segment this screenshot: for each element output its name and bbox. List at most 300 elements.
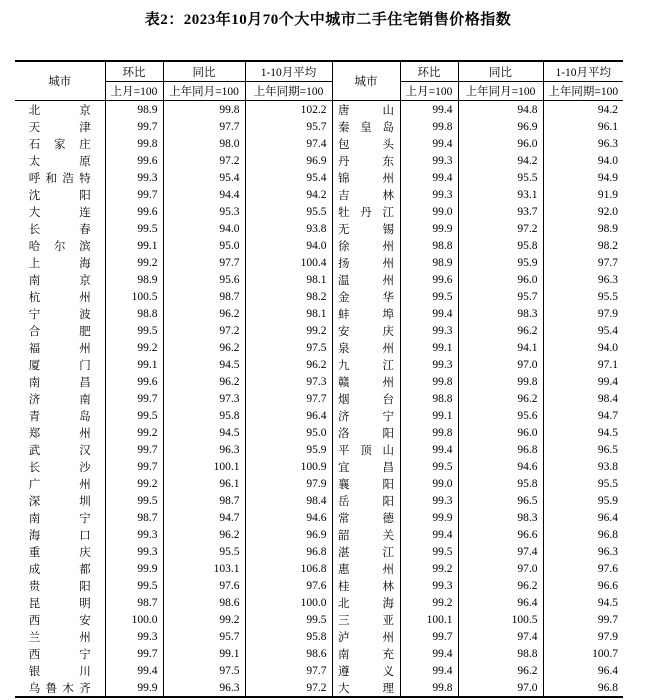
city-cell	[15, 492, 105, 509]
value-cell: 97.0	[458, 560, 543, 577]
city-name: 三亚	[338, 614, 394, 627]
table-header	[15, 61, 623, 101]
table-row	[15, 288, 623, 305]
value-cell: 100.9	[245, 458, 332, 475]
city-cell	[332, 118, 400, 135]
city-cell	[332, 135, 400, 152]
city-cell	[332, 611, 400, 628]
value-cell: 99.5	[105, 577, 163, 594]
value-cell: 99.4	[400, 441, 458, 458]
city-cell	[332, 577, 400, 594]
table-row	[15, 424, 623, 441]
city-name: 安庆	[338, 325, 394, 338]
value-cell: 94.2	[458, 152, 543, 169]
value-cell: 100.0	[105, 611, 163, 628]
city-name: 上海	[28, 257, 91, 270]
value-cell: 96.2	[163, 339, 245, 356]
value-cell: 102.2	[245, 101, 332, 119]
city-name: 北海	[338, 597, 394, 610]
city-cell	[332, 628, 400, 645]
value-cell: 95.8	[458, 237, 543, 254]
city-name: 乌鲁木齐	[28, 682, 91, 695]
city-cell	[15, 203, 105, 220]
city-name: 呼和浩特	[28, 172, 91, 185]
table-row	[15, 492, 623, 509]
city-name: 南京	[28, 274, 91, 287]
value-cell: 96.3	[543, 543, 623, 560]
city-cell	[332, 237, 400, 254]
value-cell: 96.5	[458, 492, 543, 509]
city-name: 海口	[28, 529, 91, 542]
value-cell: 96.4	[543, 509, 623, 526]
value-cell: 98.2	[245, 288, 332, 305]
city-name: 青岛	[28, 410, 91, 423]
city-cell	[15, 679, 105, 697]
value-cell: 94.9	[543, 169, 623, 186]
city-name: 锦州	[338, 172, 394, 185]
value-cell: 96.0	[458, 135, 543, 152]
header-yoy-base-left: 上年同月=100	[163, 82, 245, 101]
table-row	[15, 237, 623, 254]
city-cell	[15, 339, 105, 356]
value-cell: 94.5	[543, 424, 623, 441]
city-cell	[332, 305, 400, 322]
city-name: 大连	[28, 206, 91, 219]
price-index-table	[15, 60, 623, 698]
header-city-left: 城市	[15, 61, 105, 101]
value-cell: 94.5	[163, 424, 245, 441]
value-cell: 99.4	[400, 305, 458, 322]
city-name: 武汉	[28, 444, 91, 457]
header-avg-base-left: 上年同期=100	[245, 82, 332, 101]
value-cell: 96.3	[163, 679, 245, 697]
value-cell: 100.0	[245, 594, 332, 611]
value-cell: 94.0	[245, 237, 332, 254]
city-name: 泸州	[338, 631, 394, 644]
value-cell: 93.8	[245, 220, 332, 237]
value-cell: 100.5	[105, 288, 163, 305]
city-cell	[15, 407, 105, 424]
city-cell	[15, 390, 105, 407]
value-cell: 98.9	[105, 101, 163, 119]
value-cell: 99.2	[105, 424, 163, 441]
value-cell: 95.8	[245, 628, 332, 645]
value-cell: 94.7	[163, 509, 245, 526]
city-name: 九江	[338, 359, 394, 372]
city-name: 遵义	[338, 665, 394, 678]
header-yoy-right: 同比	[458, 61, 543, 82]
value-cell: 97.5	[163, 662, 245, 679]
table-row	[15, 169, 623, 186]
value-cell: 98.7	[105, 594, 163, 611]
city-cell	[15, 237, 105, 254]
table-body	[15, 101, 623, 698]
city-cell	[332, 339, 400, 356]
value-cell: 99.6	[400, 271, 458, 288]
value-cell: 95.4	[543, 322, 623, 339]
city-cell	[15, 373, 105, 390]
city-cell	[332, 220, 400, 237]
value-cell: 99.3	[400, 322, 458, 339]
value-cell: 99.3	[400, 577, 458, 594]
city-cell	[332, 356, 400, 373]
value-cell: 95.5	[543, 475, 623, 492]
value-cell: 99.4	[400, 169, 458, 186]
value-cell: 96.8	[543, 679, 623, 697]
value-cell: 99.7	[105, 186, 163, 203]
city-name: 韶关	[338, 529, 394, 542]
value-cell: 97.2	[163, 152, 245, 169]
value-cell: 99.2	[105, 254, 163, 271]
value-cell: 99.1	[400, 407, 458, 424]
value-cell: 98.6	[163, 594, 245, 611]
value-cell: 99.7	[105, 390, 163, 407]
value-cell: 94.7	[543, 407, 623, 424]
city-name: 宁波	[28, 308, 91, 321]
city-cell	[15, 135, 105, 152]
city-cell	[15, 118, 105, 135]
city-name: 金华	[338, 291, 394, 304]
city-cell	[332, 560, 400, 577]
city-name: 岳阳	[338, 495, 394, 508]
city-cell	[332, 543, 400, 560]
table-row	[15, 543, 623, 560]
table-row	[15, 339, 623, 356]
city-cell	[332, 526, 400, 543]
value-cell: 97.7	[245, 662, 332, 679]
city-name: 丹东	[338, 155, 394, 168]
city-cell	[15, 305, 105, 322]
header-avg-right: 1-10月平均	[543, 61, 623, 82]
city-name: 济宁	[338, 410, 394, 423]
value-cell: 97.9	[543, 305, 623, 322]
value-cell: 99.5	[105, 220, 163, 237]
value-cell: 97.7	[163, 254, 245, 271]
value-cell: 97.0	[458, 679, 543, 697]
city-cell	[332, 390, 400, 407]
city-cell	[332, 373, 400, 390]
city-name: 银川	[28, 665, 91, 678]
value-cell: 96.8	[543, 526, 623, 543]
value-cell: 96.4	[458, 594, 543, 611]
value-cell: 95.7	[458, 288, 543, 305]
city-cell	[332, 169, 400, 186]
city-cell	[332, 101, 400, 119]
value-cell: 94.1	[458, 339, 543, 356]
city-name: 西安	[28, 614, 91, 627]
city-name: 昆明	[28, 597, 91, 610]
value-cell: 99.3	[105, 628, 163, 645]
city-name: 徐州	[338, 240, 394, 253]
city-name: 牡丹江	[338, 206, 394, 219]
table-row	[15, 679, 623, 697]
city-name: 秦皇岛	[338, 121, 394, 134]
table-row	[15, 458, 623, 475]
city-name: 平顶山	[338, 444, 394, 457]
city-cell	[15, 458, 105, 475]
value-cell: 99.2	[163, 611, 245, 628]
city-name: 石家庄	[28, 138, 91, 151]
city-cell	[332, 662, 400, 679]
city-name: 蚌埠	[338, 308, 394, 321]
value-cell: 99.3	[105, 543, 163, 560]
city-cell	[15, 509, 105, 526]
city-cell	[332, 271, 400, 288]
table-row	[15, 526, 623, 543]
value-cell: 99.8	[458, 373, 543, 390]
value-cell: 98.9	[105, 271, 163, 288]
value-cell: 98.8	[400, 237, 458, 254]
value-cell: 95.6	[458, 407, 543, 424]
table-row	[15, 577, 623, 594]
city-name: 成都	[28, 563, 91, 576]
value-cell: 106.8	[245, 560, 332, 577]
city-cell	[15, 526, 105, 543]
table-row	[15, 645, 623, 662]
city-name: 赣州	[338, 376, 394, 389]
city-name: 长沙	[28, 461, 91, 474]
city-cell	[15, 186, 105, 203]
value-cell: 93.8	[543, 458, 623, 475]
value-cell: 95.9	[543, 492, 623, 509]
table-row	[15, 322, 623, 339]
value-cell: 97.6	[245, 577, 332, 594]
city-cell	[15, 169, 105, 186]
value-cell: 98.8	[458, 645, 543, 662]
value-cell: 100.1	[163, 458, 245, 475]
value-cell: 96.3	[543, 135, 623, 152]
value-cell: 99.6	[105, 203, 163, 220]
value-cell: 98.2	[543, 237, 623, 254]
city-name: 福州	[28, 342, 91, 355]
city-name: 温州	[338, 274, 394, 287]
value-cell: 99.3	[105, 526, 163, 543]
table-row	[15, 407, 623, 424]
value-cell: 95.8	[458, 475, 543, 492]
city-cell	[15, 441, 105, 458]
header-mom-base-right: 上月=100	[400, 82, 458, 101]
table-row	[15, 373, 623, 390]
value-cell: 95.9	[245, 441, 332, 458]
value-cell: 94.8	[458, 101, 543, 119]
table-row	[15, 305, 623, 322]
value-cell: 99.2	[105, 339, 163, 356]
value-cell: 96.2	[458, 577, 543, 594]
table-row	[15, 662, 623, 679]
city-cell	[15, 322, 105, 339]
value-cell: 95.5	[245, 203, 332, 220]
value-cell: 99.4	[400, 662, 458, 679]
table-row	[15, 509, 623, 526]
value-cell: 97.3	[245, 373, 332, 390]
value-cell: 98.8	[400, 390, 458, 407]
value-cell: 99.7	[105, 441, 163, 458]
value-cell: 99.2	[245, 322, 332, 339]
value-cell: 95.5	[163, 543, 245, 560]
value-cell: 103.1	[163, 560, 245, 577]
city-cell	[332, 492, 400, 509]
city-cell	[332, 475, 400, 492]
city-name: 湛江	[338, 546, 394, 559]
header-avg-base-right: 上年同期=100	[543, 82, 623, 101]
city-name: 襄阳	[338, 478, 394, 491]
table-row	[15, 118, 623, 135]
city-name: 包头	[338, 138, 394, 151]
value-cell: 97.3	[163, 390, 245, 407]
value-cell: 98.1	[245, 305, 332, 322]
city-cell	[15, 543, 105, 560]
city-cell	[332, 152, 400, 169]
value-cell: 98.7	[163, 288, 245, 305]
value-cell: 96.0	[458, 424, 543, 441]
city-cell	[15, 475, 105, 492]
city-name: 南昌	[28, 376, 91, 389]
header-mom-right: 环比	[400, 61, 458, 82]
city-cell	[332, 509, 400, 526]
city-name: 长春	[28, 223, 91, 236]
value-cell: 95.3	[163, 203, 245, 220]
value-cell: 99.3	[105, 169, 163, 186]
value-cell: 99.9	[105, 560, 163, 577]
value-cell: 99.0	[400, 203, 458, 220]
value-cell: 96.3	[163, 441, 245, 458]
city-name: 洛阳	[338, 427, 394, 440]
value-cell: 94.2	[543, 101, 623, 119]
value-cell: 94.4	[163, 186, 245, 203]
table-row	[15, 560, 623, 577]
value-cell: 96.9	[245, 526, 332, 543]
value-cell: 97.7	[163, 118, 245, 135]
city-name: 南宁	[28, 512, 91, 525]
city-name: 烟台	[338, 393, 394, 406]
value-cell: 97.7	[245, 390, 332, 407]
value-cell: 99.8	[105, 135, 163, 152]
value-cell: 99.8	[163, 101, 245, 119]
value-cell: 95.8	[163, 407, 245, 424]
city-name: 太原	[28, 155, 91, 168]
value-cell: 97.9	[543, 628, 623, 645]
table-row	[15, 271, 623, 288]
value-cell: 95.7	[245, 118, 332, 135]
value-cell: 96.2	[245, 356, 332, 373]
value-cell: 99.9	[400, 220, 458, 237]
value-cell: 99.9	[105, 679, 163, 697]
city-name: 杭州	[28, 291, 91, 304]
value-cell: 99.1	[400, 339, 458, 356]
table-row	[15, 390, 623, 407]
value-cell: 96.0	[458, 271, 543, 288]
value-cell: 94.2	[245, 186, 332, 203]
value-cell: 99.6	[105, 152, 163, 169]
value-cell: 95.7	[163, 628, 245, 645]
value-cell: 99.8	[400, 373, 458, 390]
value-cell: 96.2	[458, 390, 543, 407]
value-cell: 97.5	[245, 339, 332, 356]
value-cell: 97.4	[458, 543, 543, 560]
city-name: 济南	[28, 393, 91, 406]
value-cell: 98.0	[163, 135, 245, 152]
value-cell: 97.6	[543, 560, 623, 577]
value-cell: 99.2	[105, 475, 163, 492]
city-name: 合肥	[28, 325, 91, 338]
table-row	[15, 441, 623, 458]
value-cell: 99.5	[400, 288, 458, 305]
value-cell: 93.1	[458, 186, 543, 203]
city-cell	[15, 254, 105, 271]
city-name: 哈尔滨	[28, 240, 91, 253]
value-cell: 97.0	[458, 356, 543, 373]
value-cell: 99.4	[105, 662, 163, 679]
value-cell: 99.3	[400, 152, 458, 169]
value-cell: 96.8	[458, 441, 543, 458]
value-cell: 99.7	[400, 628, 458, 645]
value-cell: 99.8	[400, 118, 458, 135]
value-cell: 99.2	[400, 594, 458, 611]
city-name: 宜昌	[338, 461, 394, 474]
city-cell	[15, 220, 105, 237]
city-cell	[15, 101, 105, 119]
value-cell: 99.9	[400, 509, 458, 526]
city-name: 常德	[338, 512, 394, 525]
value-cell: 98.9	[400, 254, 458, 271]
value-cell: 99.3	[400, 356, 458, 373]
value-cell: 99.3	[400, 492, 458, 509]
value-cell: 94.0	[543, 152, 623, 169]
value-cell: 97.4	[458, 628, 543, 645]
city-cell	[332, 458, 400, 475]
value-cell: 99.5	[105, 407, 163, 424]
city-name: 泉州	[338, 342, 394, 355]
city-cell	[15, 628, 105, 645]
city-cell	[15, 611, 105, 628]
table-row	[15, 186, 623, 203]
city-cell	[332, 679, 400, 697]
header-row-sub	[15, 82, 623, 101]
table-row	[15, 611, 623, 628]
city-name: 惠州	[338, 563, 394, 576]
value-cell: 96.2	[163, 526, 245, 543]
value-cell: 98.7	[105, 509, 163, 526]
value-cell: 96.2	[163, 305, 245, 322]
city-name: 南充	[338, 648, 394, 661]
value-cell: 94.0	[163, 220, 245, 237]
value-cell: 92.0	[543, 203, 623, 220]
value-cell: 96.9	[245, 152, 332, 169]
table-row	[15, 475, 623, 492]
value-cell: 95.0	[245, 424, 332, 441]
header-city-right: 城市	[332, 61, 400, 101]
value-cell: 99.7	[105, 118, 163, 135]
value-cell: 96.3	[543, 271, 623, 288]
value-cell: 96.5	[543, 441, 623, 458]
value-cell: 94.0	[543, 339, 623, 356]
city-cell	[15, 424, 105, 441]
city-cell	[15, 152, 105, 169]
city-cell	[332, 645, 400, 662]
city-cell	[15, 645, 105, 662]
city-name: 吉林	[338, 189, 394, 202]
value-cell: 94.6	[458, 458, 543, 475]
header-mom-base-left: 上月=100	[105, 82, 163, 101]
value-cell: 99.4	[400, 101, 458, 119]
city-cell	[332, 424, 400, 441]
value-cell: 99.1	[105, 356, 163, 373]
city-name: 北京	[28, 104, 91, 117]
value-cell: 95.9	[458, 254, 543, 271]
value-cell: 96.1	[543, 118, 623, 135]
value-cell: 99.5	[105, 322, 163, 339]
value-cell: 99.5	[105, 492, 163, 509]
